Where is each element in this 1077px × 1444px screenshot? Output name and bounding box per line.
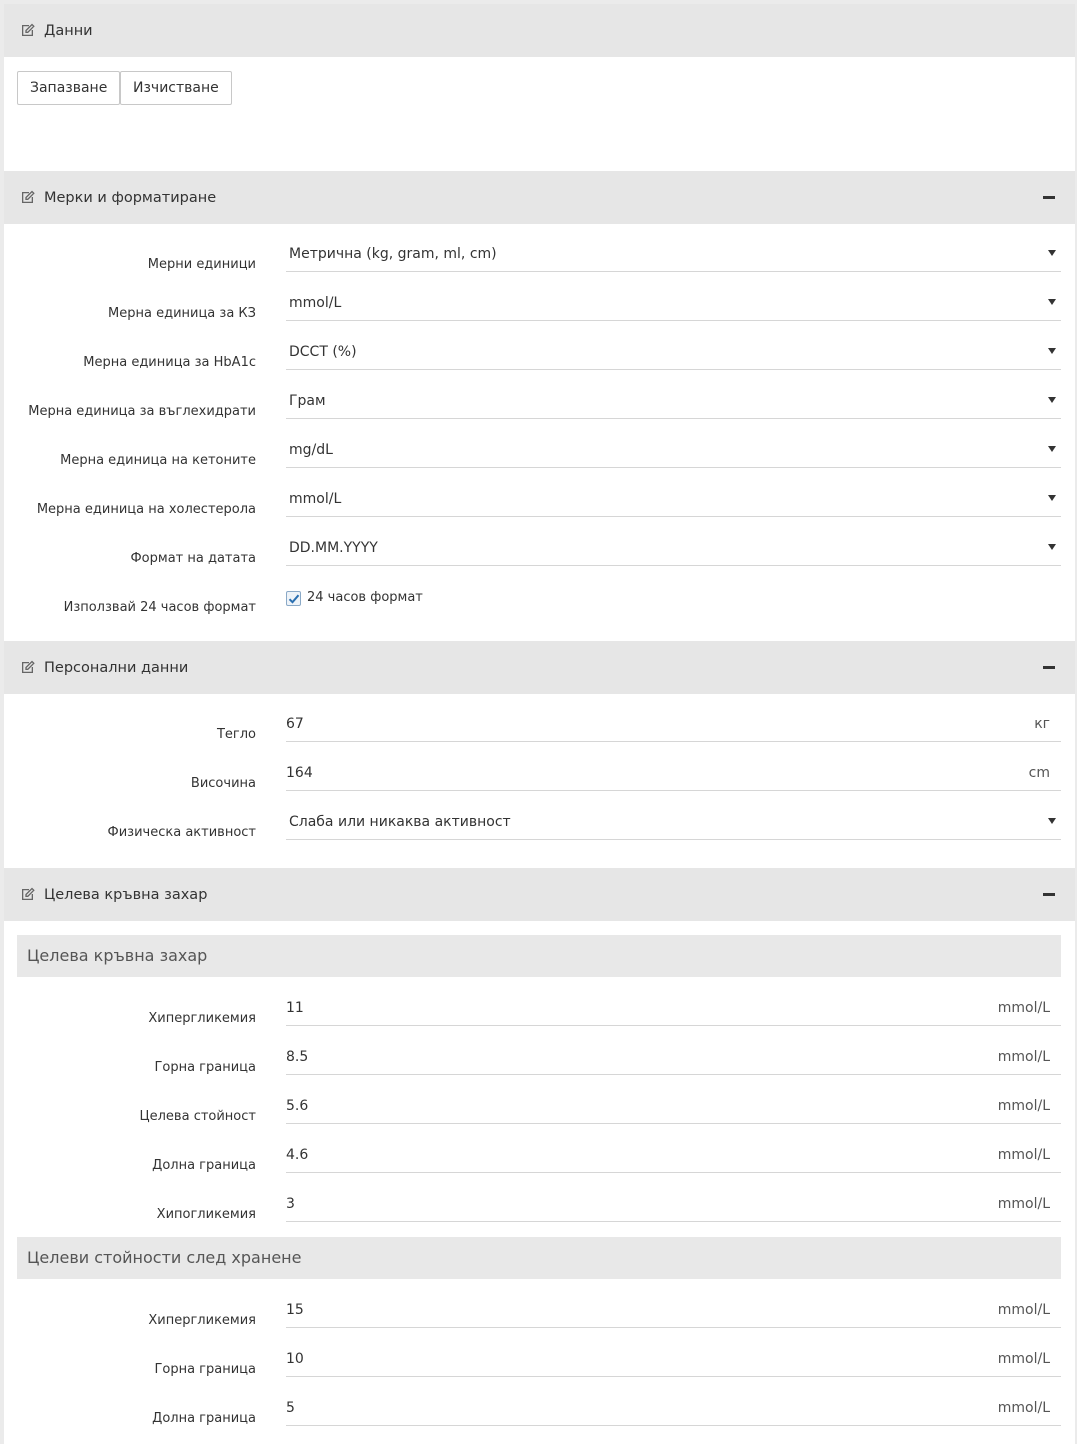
caret-down-icon [1048,495,1056,501]
postmeal-hyper-value: 15 [286,1302,304,1318]
postmeal-hyper-unit: mmol/L [997,1302,1050,1318]
fasting-hyper-unit: mmol/L [997,1000,1050,1016]
fasting-lower-input[interactable] [286,1139,1061,1173]
postmeal-upper-row [4,1343,1075,1383]
settings-page [4,4,1075,1444]
height-label: Височина [190,776,256,791]
fasting-hyper-row [4,992,1075,1032]
ketones-unit-value: mg/dL [289,442,333,458]
weight-value: 67 [286,716,304,732]
fasting-lower-label: Долна граница [152,1158,256,1173]
height-value: 164 [286,765,313,781]
caret-down-icon [1048,818,1056,824]
height-input[interactable] [286,757,1061,791]
postmeal-hyper-input[interactable] [286,1294,1061,1328]
postmeal-upper-input[interactable] [286,1343,1061,1377]
data-section-title: Данни [44,22,93,39]
target-section-header[interactable] [4,868,1075,921]
caret-down-icon [1048,299,1056,305]
fasting-upper-row [4,1041,1075,1081]
carbs-unit-row [4,385,1075,425]
glucose-unit-value: mmol/L [289,295,342,311]
collapse-icon[interactable] [1043,887,1055,901]
fasting-target-label: Целева стойност [139,1109,256,1124]
weight-label: Тегло [216,727,256,742]
glucose-unit-select[interactable] [286,287,1061,321]
height-unit: cm [1028,765,1050,781]
cholesterol-unit-select[interactable] [286,483,1061,517]
postmeal-subheading-title: Целеви стойности след хранене [27,1248,302,1267]
postmeal-hyper-row [4,1294,1075,1334]
fasting-upper-unit: mmol/L [997,1049,1050,1065]
weight-input[interactable] [286,708,1061,742]
carbs-unit-label: Мерна единица за въглехидрати [28,404,256,419]
collapse-icon[interactable] [1043,660,1055,674]
fasting-hypo-value: 3 [286,1196,295,1212]
postmeal-upper-value: 10 [286,1351,304,1367]
fasting-hypo-row [4,1188,1075,1228]
cholesterol-unit-row [4,483,1075,523]
hba1c-unit-value: DCCT (%) [289,344,357,360]
activity-value: Слаба или никаква активност [289,814,511,830]
carbs-unit-value: Грам [289,393,326,409]
hba1c-unit-select[interactable] [286,336,1061,370]
caret-down-icon [1048,397,1056,403]
fasting-target-value: 5.6 [286,1098,309,1114]
fasting-upper-value: 8.5 [286,1049,309,1065]
weight-row [4,708,1075,748]
postmeal-hyper-label: Хипергликемия [148,1313,256,1328]
edit-icon [20,886,36,902]
postmeal-lower-input[interactable] [286,1392,1061,1426]
postmeal-lower-unit: mmol/L [997,1400,1050,1416]
fasting-target-input[interactable] [286,1090,1061,1124]
fasting-lower-unit: mmol/L [997,1147,1050,1163]
fasting-subheading-title: Целева кръвна захар [27,946,208,965]
glucose-unit-label: Мерна единица за КЗ [108,306,256,321]
caret-down-icon [1048,446,1056,452]
personal-section-header[interactable] [4,641,1075,694]
measure-system-label: Мерни единици [147,257,256,272]
ketones-unit-row [4,434,1075,474]
fasting-lower-value: 4.6 [286,1147,309,1163]
caret-down-icon [1048,544,1056,550]
edit-icon [20,189,36,205]
postmeal-subheading [17,1237,1061,1279]
height-row [4,757,1075,797]
fasting-hypo-unit: mmol/L [997,1196,1050,1212]
activity-label: Физическа активност [107,825,256,840]
postmeal-upper-label: Горна граница [154,1362,256,1377]
fasting-hyper-value: 11 [286,1000,304,1016]
edit-icon [20,22,36,38]
ketones-unit-select[interactable] [286,434,1061,468]
fasting-hypo-label: Хипогликемия [156,1207,256,1222]
date-format-select[interactable] [286,532,1061,566]
measure-system-select[interactable] [286,238,1061,272]
fasting-hyper-label: Хипергликемия [148,1011,256,1026]
units-section-header[interactable] [4,171,1075,224]
hba1c-unit-label: Мерна единица за HbA1c [83,355,256,370]
ketones-unit-label: Мерна единица на кетоните [60,453,256,468]
postmeal-lower-row [4,1392,1075,1432]
postmeal-lower-label: Долна граница [152,1411,256,1426]
caret-down-icon [1048,250,1056,256]
time-format-label: Използвай 24 часов формат [63,600,256,615]
clear-button[interactable]: Изчистване [120,71,232,105]
fasting-hypo-input[interactable] [286,1188,1061,1222]
units-section-title: Мерки и форматиране [44,189,217,206]
collapse-icon[interactable] [1043,190,1055,204]
fasting-lower-row [4,1139,1075,1179]
date-format-row [4,532,1075,572]
caret-down-icon [1048,348,1056,354]
measure-system-value: Метрична (kg, gram, ml, cm) [289,246,497,262]
date-format-label: Формат на датата [130,551,256,566]
target-section-title: Целева кръвна захар [44,886,208,903]
time-format-row [4,581,1075,621]
fasting-upper-input[interactable] [286,1041,1061,1075]
fasting-target-row [4,1090,1075,1130]
postmeal-lower-value: 5 [286,1400,295,1416]
cholesterol-unit-value: mmol/L [289,491,342,507]
time-format-checkbox[interactable] [286,591,301,606]
postmeal-upper-unit: mmol/L [997,1351,1050,1367]
check-icon [288,593,300,605]
save-button[interactable]: Запазване [17,71,120,105]
cholesterol-unit-label: Мерна единица на холестерола [36,502,256,517]
fasting-subheading [17,935,1061,977]
weight-unit: кг [1034,716,1050,732]
glucose-unit-row [4,287,1075,327]
measure-system-row [4,238,1075,278]
fasting-target-unit: mmol/L [997,1098,1050,1114]
carbs-unit-select[interactable] [286,385,1061,419]
time-format-checkbox-label: 24 часов формат [307,590,423,605]
fasting-upper-label: Горна граница [154,1060,256,1075]
personal-section-title: Персонални данни [44,659,189,676]
data-section-header [4,4,1075,57]
activity-select[interactable] [286,806,1061,840]
activity-row [4,806,1075,846]
date-format-value: DD.MM.YYYY [289,540,378,556]
fasting-hyper-input[interactable] [286,992,1061,1026]
edit-icon [20,659,36,675]
hba1c-unit-row [4,336,1075,376]
